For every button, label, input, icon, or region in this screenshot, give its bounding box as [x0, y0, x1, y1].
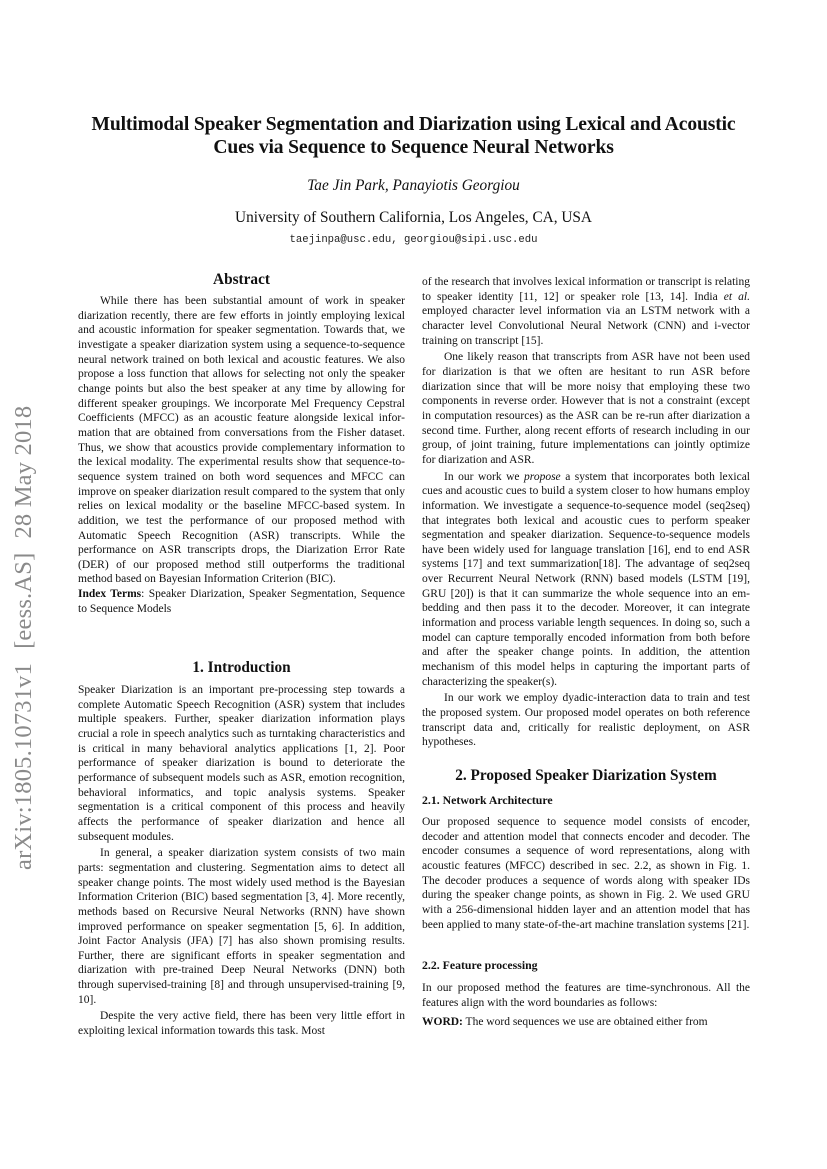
- title-line-1: Multimodal Speaker Segmentation and Diarization using Lexical and Acoustic: [91, 114, 736, 135]
- abstract-body: [78, 294, 405, 616]
- introduction-heading: 1. Introduction: [192, 659, 291, 676]
- arxiv-category: [eess.AS]: [10, 552, 37, 649]
- intro-continued: [422, 275, 750, 750]
- feature-processing-text: In our proposed method the features are time-synchronous. All the features align with the word boundaries as follows:: [422, 982, 750, 1009]
- word-text: The word sequences we use are obtained either from: [462, 1016, 708, 1029]
- abstract-text: While there has been substantial amount of work in speaker diarization recently, there are few efforts in jointly employing lexical and acoustic information for speaker segmentation. Towards that, we investigate a speaker diarization system using a sequence-to-sequence neural network trained on both lexical and acoustic features. We also propose a loss function that allows for selecting not only the speaker change points but also the best speaker at any time by allowing for different speaker groupings. We incorporate Mel Frequency Cepstral Coefficients (MFCC) as an acoustic feature alongside lexical information that are obtained from conversations from the Fisher dataset. Thus, we show that acoustics provide complementary information to the lexical modality. The experimental results show that sequence-to-sequence system trained on both word sequences and MFCC can improve on speaker diarization result compared to the system that only relies on lexical modality or the baseline MFCC-based system. In addition, we test the performance of our proposed method with Automatic Speech Recognition (ASR) transcripts. While the performance on ASR transcripts drops, the Diarization Error Rate (DER) of our proposed method still outperforms the traditional method based on Bayesian Information Criterion (BIC).: [78, 295, 405, 586]
- intro-p6-rest: a system that incorporates both lexical cues and acoustic cues to build a system closer to how humans employ information. We investigate a sequence-to-sequence model (seq2seq) that integrates both lexical and acoustic cues to perform speaker segmentation and speaker diarization. Sequence-to-sequence models have been widely used for language translation [16], end to end ASR systems [17] and text summarization[18]. The advantage of seq2seq over Recurrent Neural Network (RNN) based models (LSTM [19], GRU [20]) is that it can summarize the whole sequence into an embedding and then pass it to the decoder. Moreover, it can integrate information and process variable length sequences. In doing so, such a model can capture temporally encoded information from both before and after the speaker change points. In addition, the attention mechanism of this model helps in capturing the important parts of characterizing the speaker(s).: [422, 470, 750, 688]
- affiliation: University of Southern California, Los Angeles, CA, USA: [235, 209, 592, 226]
- author-emails: taejinpa@usc.edu, georgiou@sipi.usc.edu: [289, 234, 538, 246]
- arxiv-date: 28 May 2018: [10, 405, 37, 539]
- index-terms-label: Index Terms: [78, 588, 142, 601]
- subsection-2-2-body: [422, 981, 750, 1030]
- word-label: WORD:: [422, 1016, 463, 1029]
- intro-p4-rest: employed character level information via an LSTM network with a character level Convolutional Neural Network (CNN) and i-vector training on transcript [15].: [422, 305, 750, 347]
- subsection-2-1-heading: 2.1. Network Architecture: [422, 793, 553, 807]
- arxiv-stamp: [10, 392, 38, 870]
- paper-title: [60, 114, 767, 159]
- intro-paragraph-6: [422, 470, 750, 690]
- intro-paragraph-2: In general, a speaker diarization system consists of two main parts: segmentation and clustering. Segmentation aims to detect all speaker change points. The most widely used method is the Bayesian Information Criterion (BIC) based segmentation [3, 4]. More recently, methods based on Recursive Neural Networks (RNN) have shown improved performance on speaker segmentation [5, 6]. In addition, Joint Factor Analysis (JFA) [7] has also shown promising results. Further, there are significant efforts in speaker segmentation and diarization with pre-trained Deep Neural Networks (DNN) both through supervised-training [8] and through unsupervised-training [9, 10].: [78, 847, 405, 1006]
- intro-paragraph-5: One likely reason that transcripts from ASR have not been used for diarization is that we often are hesitant to run ASR before diarization since that will be more noisy that employing these two components in reverse order. However that is not a constraint (except in computation resources) as the ASR can be re-run after diarization a second time. Further, along recent efforts of research including in our group, of joint training, future implementations can jointly optimize for diarization and ASR.: [422, 351, 750, 466]
- network-architecture-text: Our proposed sequence to sequence model consists of encoder, decoder and attention model that connects encoder and decoder. The encoder consumes a sequence of word representations, along with acoustic features (MFCC) described in sec. 2.2, as shown in Fig. 1. The decoder produces a sequence of words along with speaker IDs during the speaker change points, as shown in Fig. 2. We used GRU with a 256-dimensional hidden layer and an attention model that has been applied to many state-of-the-art machine translation systems [21].: [422, 816, 750, 931]
- intro-p6-emphasis: propose: [524, 470, 561, 483]
- index-terms: [78, 587, 405, 616]
- intro-paragraph-3: Despite the very active field, there has been very little effort in exploiting lexical information towards this task. Most: [78, 1010, 405, 1038]
- arxiv-id: arXiv:1805.10731v1: [10, 662, 37, 870]
- abstract-heading: Abstract: [213, 271, 270, 288]
- authors: Tae Jin Park, Panayiotis Georgiou: [307, 177, 520, 194]
- index-terms-text: : Speaker Diarization, Speaker Segmentation, Sequence to Sequence Models: [78, 588, 405, 615]
- intro-p4-emphasis: et al.: [723, 290, 750, 303]
- word-feature-paragraph: [422, 1015, 750, 1030]
- introduction-body: [78, 683, 405, 1039]
- intro-paragraph-7: In our work we employ dyadic-interaction data to train and test the proposed system. Our proposed model operates on both reference transcript data and, critically for realistic deployment, on ASR hypotheses.: [422, 692, 750, 749]
- intro-p4-text: of the research that involves lexical information or transcript is relating to speaker identity [11, 12] or speaker role [13, 14]. India: [422, 276, 750, 303]
- intro-paragraph-4: [422, 275, 750, 348]
- intro-paragraph-1: Speaker Diarization is an important pre-processing step towards a complete Automatic Speech Recognition (ASR) system that includes multiple speakers. Further, speaker diarization information plays crucial a role in speech analytics such as turntaking characteristics and is critical in many behavioral analytics applications [1, 2]. Poor performance of speaker diarization is bound to deteriorate the performance of subsequent models such as ASR, emotion recognition, behavioral informatics, and topic analysis systems. Speaker segmentation is a critical component of this process and heavily affects the performance of speaker diarization and hence all subsequent modules.: [78, 684, 405, 843]
- title-line-2: Cues via Sequence to Sequence Neural Networks: [213, 136, 614, 158]
- intro-p6-text: In our work we: [444, 470, 525, 483]
- subsection-2-1-body: [422, 815, 750, 932]
- subsection-2-2-heading: 2.2. Feature processing: [422, 958, 538, 972]
- section-2-heading: 2. Proposed Speaker Diarization System: [455, 767, 717, 784]
